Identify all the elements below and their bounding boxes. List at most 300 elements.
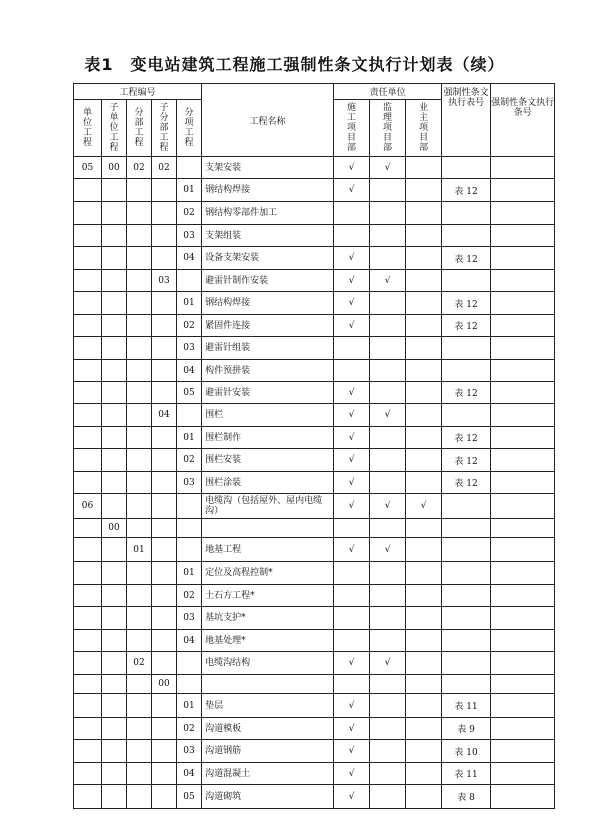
- header-responsible-unit: 责任单位: [334, 84, 442, 100]
- table-no-cell: [442, 607, 491, 630]
- table-row: [74, 519, 555, 538]
- project-name-cell: 定位及高程控制*: [202, 562, 334, 585]
- project-name-cell: 钢结构焊接: [202, 179, 334, 202]
- clause-no-cell: [491, 740, 555, 763]
- table-row: [74, 607, 555, 630]
- table-row: [74, 694, 555, 718]
- part-code-cell: [127, 607, 152, 630]
- construction-check-cell: √: [334, 157, 370, 179]
- clause-no-cell: [491, 562, 555, 585]
- clause-no-cell: [491, 718, 555, 740]
- construction-check-cell: [334, 585, 370, 607]
- part-code-cell: [127, 179, 152, 202]
- owner-check-cell: [406, 519, 442, 538]
- table-row: [74, 763, 555, 785]
- construction-check-cell: √: [334, 538, 370, 562]
- part-code-cell: 02: [127, 157, 152, 179]
- construction-check-cell: √: [334, 494, 370, 519]
- table-no-cell: [442, 225, 491, 247]
- item-code-cell: [177, 675, 202, 694]
- header-subpart: 子分部工程: [159, 103, 169, 153]
- project-name-cell: 土石方工程*: [202, 585, 334, 607]
- project-name-cell: 地基处理*: [202, 630, 334, 652]
- clause-no-cell: [491, 157, 555, 179]
- item-code-cell: 02: [177, 202, 202, 225]
- construction-check-cell: [334, 562, 370, 585]
- plan-table: [73, 83, 555, 809]
- subunit-code-cell: [102, 382, 127, 404]
- clause-no-cell: [491, 382, 555, 404]
- subpart-code-cell: [152, 292, 177, 315]
- unit-code-cell: [74, 202, 102, 225]
- item-code-cell: 01: [177, 562, 202, 585]
- clause-no-cell: [491, 360, 555, 382]
- subpart-code-cell: 03: [152, 270, 177, 292]
- subunit-code-cell: [102, 562, 127, 585]
- supervision-check-cell: [370, 630, 406, 652]
- subunit-code-cell: [102, 585, 127, 607]
- clause-no-cell: [491, 607, 555, 630]
- construction-check-cell: [334, 337, 370, 360]
- table-row: [74, 538, 555, 562]
- part-code-cell: 01: [127, 538, 152, 562]
- part-code-cell: [127, 427, 152, 449]
- owner-check-cell: [406, 247, 442, 270]
- construction-check-cell: [334, 519, 370, 538]
- construction-check-cell: √: [334, 270, 370, 292]
- table-row: [74, 202, 555, 225]
- table-row: [74, 562, 555, 585]
- construction-check-cell: √: [334, 472, 370, 494]
- supervision-check-cell: [370, 718, 406, 740]
- project-name-cell: 围栏涂装: [202, 472, 334, 494]
- part-code-cell: [127, 270, 152, 292]
- part-code-cell: [127, 247, 152, 270]
- table-no-cell: 表 12: [442, 247, 491, 270]
- construction-check-cell: √: [334, 179, 370, 202]
- header-item: 分项工程: [184, 108, 194, 148]
- table-no-cell: 表 12: [442, 382, 491, 404]
- table-no-cell: 表 12: [442, 315, 491, 337]
- part-code-cell: [127, 449, 152, 472]
- header-construction-dept: 施工项目部: [347, 103, 357, 153]
- unit-code-cell: [74, 763, 102, 785]
- construction-check-cell: √: [334, 718, 370, 740]
- part-code-cell: [127, 315, 152, 337]
- table-row: [74, 427, 555, 449]
- header-subunit: 子单位工程: [109, 103, 119, 153]
- subunit-code-cell: [102, 315, 127, 337]
- subunit-code-cell: [102, 337, 127, 360]
- subpart-code-cell: 04: [152, 404, 177, 427]
- unit-code-cell: 05: [74, 157, 102, 179]
- supervision-check-cell: [370, 202, 406, 225]
- owner-check-cell: [406, 785, 442, 809]
- unit-code-cell: [74, 247, 102, 270]
- subpart-code-cell: [152, 494, 177, 519]
- project-name-cell: 紧固件连接: [202, 315, 334, 337]
- part-code-cell: [127, 404, 152, 427]
- subpart-code-cell: [152, 718, 177, 740]
- subpart-code-cell: [152, 607, 177, 630]
- subpart-code-cell: [152, 360, 177, 382]
- subunit-code-cell: [102, 449, 127, 472]
- part-code-cell: [127, 763, 152, 785]
- supervision-check-cell: [370, 382, 406, 404]
- table-no-cell: [442, 585, 491, 607]
- header-table-no: 强制性条文执行表号: [442, 84, 491, 157]
- project-name-cell: 围栏: [202, 404, 334, 427]
- unit-code-cell: [74, 315, 102, 337]
- item-code-cell: [177, 270, 202, 292]
- clause-no-cell: [491, 472, 555, 494]
- item-code-cell: 03: [177, 740, 202, 763]
- table-body: [74, 157, 555, 809]
- construction-check-cell: √: [334, 785, 370, 809]
- clause-no-cell: [491, 585, 555, 607]
- header-supervision-dept: 监理项目部: [383, 103, 393, 153]
- project-name-cell: 沟道砌筑: [202, 785, 334, 809]
- table-row: [74, 630, 555, 652]
- construction-check-cell: √: [334, 247, 370, 270]
- part-code-cell: [127, 694, 152, 718]
- subunit-code-cell: [102, 202, 127, 225]
- table-row: [74, 675, 555, 694]
- owner-check-cell: [406, 337, 442, 360]
- unit-code-cell: [74, 449, 102, 472]
- clause-no-cell: [491, 292, 555, 315]
- supervision-check-cell: √: [370, 404, 406, 427]
- owner-check-cell: [406, 472, 442, 494]
- unit-code-cell: [74, 519, 102, 538]
- project-name-cell: 基坑支护*: [202, 607, 334, 630]
- item-code-cell: 03: [177, 472, 202, 494]
- project-name-cell: 钢结构零部件加工: [202, 202, 334, 225]
- project-name-cell: 设备支架安装: [202, 247, 334, 270]
- clause-no-cell: [491, 337, 555, 360]
- supervision-check-cell: [370, 740, 406, 763]
- construction-check-cell: √: [334, 382, 370, 404]
- part-code-cell: [127, 675, 152, 694]
- unit-code-cell: [74, 404, 102, 427]
- table-no-cell: [442, 494, 491, 519]
- unit-code-cell: [74, 382, 102, 404]
- subpart-code-cell: [152, 740, 177, 763]
- part-code-cell: [127, 562, 152, 585]
- table-no-cell: 表 8: [442, 785, 491, 809]
- subpart-code-cell: [152, 179, 177, 202]
- subunit-code-cell: [102, 538, 127, 562]
- subpart-code-cell: [152, 562, 177, 585]
- table-no-cell: 表 12: [442, 472, 491, 494]
- owner-check-cell: [406, 382, 442, 404]
- subunit-code-cell: [102, 494, 127, 519]
- part-code-cell: [127, 292, 152, 315]
- project-name-cell: 沟道钢筋: [202, 740, 334, 763]
- item-code-cell: 03: [177, 607, 202, 630]
- subpart-code-cell: [152, 315, 177, 337]
- subunit-code-cell: [102, 292, 127, 315]
- supervision-check-cell: [370, 675, 406, 694]
- construction-check-cell: [334, 675, 370, 694]
- header-project-code: 工程编号: [74, 84, 202, 100]
- supervision-check-cell: [370, 247, 406, 270]
- table-no-cell: [442, 404, 491, 427]
- part-code-cell: [127, 382, 152, 404]
- table-row: [74, 718, 555, 740]
- subunit-code-cell: [102, 740, 127, 763]
- clause-no-cell: [491, 494, 555, 519]
- table-row: [74, 404, 555, 427]
- clause-no-cell: [491, 519, 555, 538]
- clause-no-cell: [491, 427, 555, 449]
- clause-no-cell: [491, 179, 555, 202]
- subpart-code-cell: [152, 247, 177, 270]
- table-no-cell: 表 12: [442, 292, 491, 315]
- subpart-code-cell: [152, 785, 177, 809]
- table-no-cell: 表 11: [442, 694, 491, 718]
- unit-code-cell: [74, 694, 102, 718]
- supervision-check-cell: √: [370, 652, 406, 675]
- part-code-cell: [127, 740, 152, 763]
- unit-code-cell: [74, 179, 102, 202]
- supervision-check-cell: [370, 472, 406, 494]
- subpart-code-cell: [152, 694, 177, 718]
- clause-no-cell: [491, 652, 555, 675]
- construction-check-cell: √: [334, 449, 370, 472]
- table-row: [74, 337, 555, 360]
- unit-code-cell: [74, 675, 102, 694]
- subpart-code-cell: 00: [152, 675, 177, 694]
- item-code-cell: 01: [177, 179, 202, 202]
- project-name-cell: 沟道混凝土: [202, 763, 334, 785]
- header-project-name: 工程名称: [202, 84, 334, 157]
- clause-no-cell: [491, 675, 555, 694]
- part-code-cell: [127, 585, 152, 607]
- table-row: [74, 360, 555, 382]
- item-code-cell: 02: [177, 585, 202, 607]
- subunit-code-cell: [102, 607, 127, 630]
- item-code-cell: 03: [177, 337, 202, 360]
- supervision-check-cell: [370, 694, 406, 718]
- subpart-code-cell: [152, 630, 177, 652]
- subunit-code-cell: [102, 694, 127, 718]
- clause-no-cell: [491, 694, 555, 718]
- supervision-check-cell: [370, 607, 406, 630]
- owner-check-cell: [406, 157, 442, 179]
- table-no-cell: [442, 202, 491, 225]
- table-no-cell: 表 9: [442, 718, 491, 740]
- header-clause-no: 强制性条文执行条号: [491, 84, 555, 157]
- item-code-cell: 04: [177, 247, 202, 270]
- supervision-check-cell: √: [370, 157, 406, 179]
- table-no-cell: 表 12: [442, 427, 491, 449]
- unit-code-cell: [74, 337, 102, 360]
- clause-no-cell: [491, 247, 555, 270]
- unit-code-cell: [74, 270, 102, 292]
- subpart-code-cell: [152, 585, 177, 607]
- owner-check-cell: [406, 360, 442, 382]
- supervision-check-cell: √: [370, 538, 406, 562]
- item-code-cell: 04: [177, 763, 202, 785]
- part-code-cell: [127, 785, 152, 809]
- subpart-code-cell: [152, 382, 177, 404]
- part-code-cell: [127, 630, 152, 652]
- owner-check-cell: [406, 292, 442, 315]
- table-no-cell: [442, 652, 491, 675]
- project-name-cell: 避雷针安装: [202, 382, 334, 404]
- item-code-cell: [177, 157, 202, 179]
- item-code-cell: [177, 519, 202, 538]
- part-code-cell: [127, 225, 152, 247]
- header-owner-dept: 业主项目部: [419, 103, 429, 153]
- owner-check-cell: [406, 270, 442, 292]
- supervision-check-cell: [370, 225, 406, 247]
- project-name-cell: 钢结构焊接: [202, 292, 334, 315]
- table-row: [74, 785, 555, 809]
- supervision-check-cell: [370, 519, 406, 538]
- supervision-check-cell: [370, 179, 406, 202]
- part-code-cell: [127, 472, 152, 494]
- subunit-code-cell: [102, 404, 127, 427]
- supervision-check-cell: √: [370, 494, 406, 519]
- part-code-cell: [127, 494, 152, 519]
- item-code-cell: [177, 494, 202, 519]
- subunit-code-cell: [102, 652, 127, 675]
- part-code-cell: [127, 519, 152, 538]
- construction-check-cell: √: [334, 404, 370, 427]
- table-no-cell: 表 10: [442, 740, 491, 763]
- unit-code-cell: [74, 785, 102, 809]
- owner-check-cell: [406, 630, 442, 652]
- item-code-cell: [177, 652, 202, 675]
- supervision-check-cell: [370, 292, 406, 315]
- project-name-cell: 避雷针组装: [202, 337, 334, 360]
- construction-check-cell: √: [334, 652, 370, 675]
- item-code-cell: 02: [177, 315, 202, 337]
- table-no-cell: [442, 675, 491, 694]
- unit-code-cell: [74, 225, 102, 247]
- owner-check-cell: [406, 404, 442, 427]
- subpart-code-cell: [152, 472, 177, 494]
- construction-check-cell: √: [334, 427, 370, 449]
- subunit-code-cell: [102, 785, 127, 809]
- header-unit: 单位工程: [82, 108, 92, 148]
- supervision-check-cell: [370, 360, 406, 382]
- table-row: [74, 740, 555, 763]
- table-no-cell: 表 12: [442, 449, 491, 472]
- subpart-code-cell: [152, 519, 177, 538]
- unit-code-cell: [74, 718, 102, 740]
- subunit-code-cell: [102, 247, 127, 270]
- unit-code-cell: [74, 607, 102, 630]
- project-name-cell: 支架组装: [202, 225, 334, 247]
- item-code-cell: 02: [177, 449, 202, 472]
- clause-no-cell: [491, 315, 555, 337]
- table-row: [74, 585, 555, 607]
- subunit-code-cell: [102, 225, 127, 247]
- owner-check-cell: [406, 315, 442, 337]
- subpart-code-cell: [152, 225, 177, 247]
- table-row: [74, 449, 555, 472]
- table-no-cell: [442, 360, 491, 382]
- construction-check-cell: √: [334, 763, 370, 785]
- construction-check-cell: [334, 360, 370, 382]
- subunit-code-cell: [102, 179, 127, 202]
- owner-check-cell: [406, 427, 442, 449]
- table-no-cell: [442, 538, 491, 562]
- clause-no-cell: [491, 202, 555, 225]
- construction-check-cell: [334, 630, 370, 652]
- construction-check-cell: √: [334, 315, 370, 337]
- unit-code-cell: [74, 360, 102, 382]
- subunit-code-cell: [102, 718, 127, 740]
- supervision-check-cell: [370, 785, 406, 809]
- project-name-cell: 避雷针制作安装: [202, 270, 334, 292]
- part-code-cell: [127, 202, 152, 225]
- table-no-cell: [442, 337, 491, 360]
- table-row: [74, 270, 555, 292]
- unit-code-cell: 06: [74, 494, 102, 519]
- owner-check-cell: [406, 675, 442, 694]
- subunit-code-cell: 00: [102, 157, 127, 179]
- subpart-code-cell: [152, 427, 177, 449]
- subpart-code-cell: [152, 538, 177, 562]
- item-code-cell: 01: [177, 694, 202, 718]
- subpart-code-cell: [152, 337, 177, 360]
- unit-code-cell: [74, 585, 102, 607]
- owner-check-cell: [406, 652, 442, 675]
- unit-code-cell: [74, 292, 102, 315]
- unit-code-cell: [74, 562, 102, 585]
- owner-check-cell: [406, 179, 442, 202]
- table-no-cell: [442, 519, 491, 538]
- supervision-check-cell: √: [370, 270, 406, 292]
- project-name-cell: 构件预拼装: [202, 360, 334, 382]
- construction-check-cell: [334, 225, 370, 247]
- item-code-cell: 04: [177, 360, 202, 382]
- page-title: 表1 变电站建筑工程施工强制性条文执行计划表（续）: [84, 55, 505, 74]
- table-row: [74, 382, 555, 404]
- table-row: [74, 652, 555, 675]
- project-name-cell: 地基工程: [202, 538, 334, 562]
- supervision-check-cell: [370, 449, 406, 472]
- subunit-code-cell: [102, 675, 127, 694]
- supervision-check-cell: [370, 562, 406, 585]
- table-row: [74, 225, 555, 247]
- item-code-cell: 02: [177, 718, 202, 740]
- owner-check-cell: [406, 694, 442, 718]
- project-name-cell: 电缆沟结构: [202, 652, 334, 675]
- unit-code-cell: [74, 427, 102, 449]
- item-code-cell: 03: [177, 225, 202, 247]
- subunit-code-cell: [102, 630, 127, 652]
- part-code-cell: [127, 718, 152, 740]
- owner-check-cell: √: [406, 494, 442, 519]
- subunit-code-cell: [102, 360, 127, 382]
- project-name-cell: 支架安装: [202, 157, 334, 179]
- unit-code-cell: [74, 472, 102, 494]
- subpart-code-cell: 02: [152, 157, 177, 179]
- subunit-code-cell: [102, 270, 127, 292]
- supervision-check-cell: [370, 585, 406, 607]
- owner-check-cell: [406, 538, 442, 562]
- unit-code-cell: [74, 538, 102, 562]
- item-code-cell: [177, 404, 202, 427]
- clause-no-cell: [491, 270, 555, 292]
- table-row: [74, 292, 555, 315]
- construction-check-cell: [334, 607, 370, 630]
